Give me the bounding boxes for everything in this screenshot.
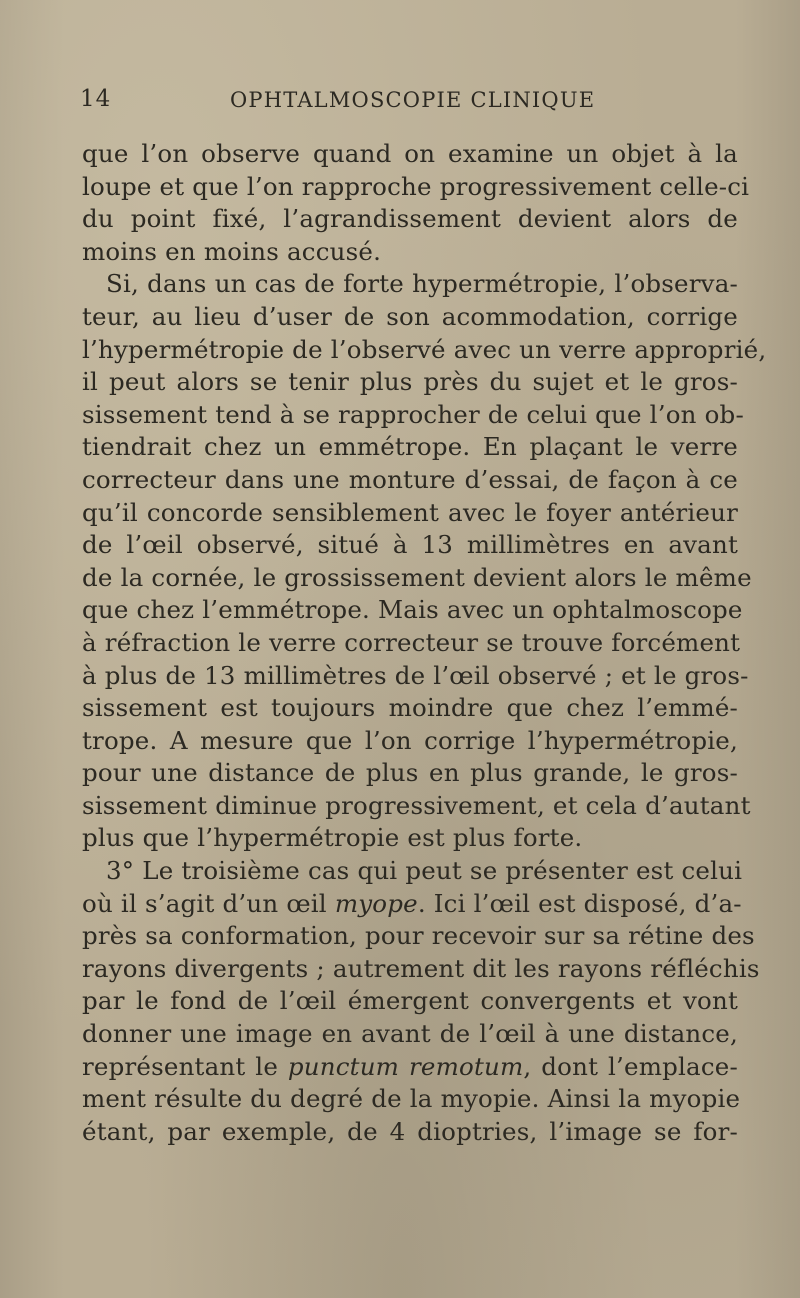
text-segment: l’hypermétropie de l’observé avec un verre approprié, [82, 334, 767, 364]
text-segment: 3° Le troisième cas qui peut se présenter est celui [106, 856, 743, 886]
text-line [82, 464, 738, 497]
text-line [82, 855, 743, 888]
text-segment: représentant le [82, 1051, 288, 1081]
text-segment: donner une image en avant de l’œil à une distance, [82, 1019, 738, 1049]
text-segment: teur, au lieu d’user de son acommodation, corrige [82, 301, 738, 331]
text-line [82, 236, 738, 269]
italic-term: punctum remotum [287, 1051, 524, 1081]
text-line [82, 562, 752, 595]
text-segment: rayons divergents ; autrement dit les rayons réfléchis [82, 953, 760, 983]
text-segment: étant, par exemple, de 4 dioptries, l’image se for- [82, 1116, 738, 1146]
text-line [82, 334, 767, 367]
text-segment: il peut alors se tenir plus près du sujet et le gros- [82, 367, 738, 397]
text-line [82, 1018, 738, 1051]
text-segment: trope. A mesure que l’on corrige l’hypermétropie, [82, 725, 738, 755]
text-segment: où il s’agit d’un œil [82, 888, 335, 918]
text-line [82, 138, 738, 171]
text-segment: du point fixé, l’agrandissement devient alors de [82, 204, 738, 234]
text-line [82, 431, 738, 464]
text-line [82, 822, 738, 855]
text-line [82, 790, 751, 823]
text-line [82, 301, 738, 334]
text-segment: de l’œil observé, situé à 13 millimètres en avant [82, 530, 738, 560]
text-segment: de la cornée, le grossissement devient alors le même [82, 562, 752, 592]
text-segment: qu’il concorde sensiblement avec le foyer antérieur [82, 497, 738, 527]
text-segment: plus que l’hypermétropie est plus forte. [82, 823, 583, 853]
text-segment: pour une distance de plus en plus grande, le gros- [82, 758, 738, 788]
text-segment: Si, dans un cas de forte hypermétropie, l’observa- [106, 269, 738, 299]
text-line [82, 1051, 738, 1084]
text-line [82, 725, 738, 758]
text-line [82, 1116, 738, 1149]
text-line [82, 268, 738, 301]
text-segment: ment résulte du degré de la myopie. Ainsi la myopie [82, 1084, 741, 1114]
text-line [82, 692, 738, 725]
body-text [82, 138, 767, 1148]
italic-term: myope [334, 888, 418, 918]
text-segment: à réfraction le verre correcteur se trouve forcément [82, 627, 741, 657]
text-line [82, 529, 738, 562]
text-segment: . Ici l’œil est disposé, d’a- [417, 888, 742, 918]
text-segment: près sa conformation, pour recevoir sur sa rétine des [82, 921, 755, 951]
text-segment: que chez l’emmétrope. Mais avec un ophtalmoscope [82, 595, 743, 625]
text-segment: par le fond de l’œil émergent convergents et vont [82, 986, 738, 1016]
text-segment: moins en moins accusé. [82, 236, 382, 266]
page-number: 14 [80, 86, 112, 112]
text-segment: correcteur dans une monture d’essai, de façon à ce [82, 464, 738, 494]
text-line [82, 660, 749, 693]
text-segment: sissement est toujours moindre que chez l’emmé- [82, 693, 738, 723]
text-segment: à plus de 13 millimètres de l’œil observé ; et le gros- [82, 660, 749, 690]
text-line [82, 953, 760, 986]
text-line [82, 920, 755, 953]
text-segment: sissement tend à se rapprocher de celui que l’on ob- [82, 399, 744, 429]
text-line [82, 888, 742, 921]
text-line [82, 985, 738, 1018]
running-title: OPHTALMOSCOPIE CLINIQUE [230, 88, 596, 112]
text-line [82, 497, 738, 530]
text-segment: loupe et que l’on rapproche progressivement celle-ci [82, 171, 750, 201]
text-line [82, 1083, 741, 1116]
text-line [82, 399, 744, 432]
text-line [82, 757, 738, 790]
text-line [82, 366, 738, 399]
text-line [82, 203, 738, 236]
text-segment: , dont l’emplace- [523, 1051, 738, 1081]
text-line [82, 594, 743, 627]
text-segment: tiendrait chez un emmétrope. En plaçant le verre [82, 432, 738, 462]
text-segment: sissement diminue progressivement, et cela d’autant [82, 790, 751, 820]
text-line [82, 171, 750, 204]
running-head [70, 86, 730, 122]
text-line [82, 627, 741, 660]
text-segment: que l’on observe quand on examine un objet à la [82, 139, 738, 168]
